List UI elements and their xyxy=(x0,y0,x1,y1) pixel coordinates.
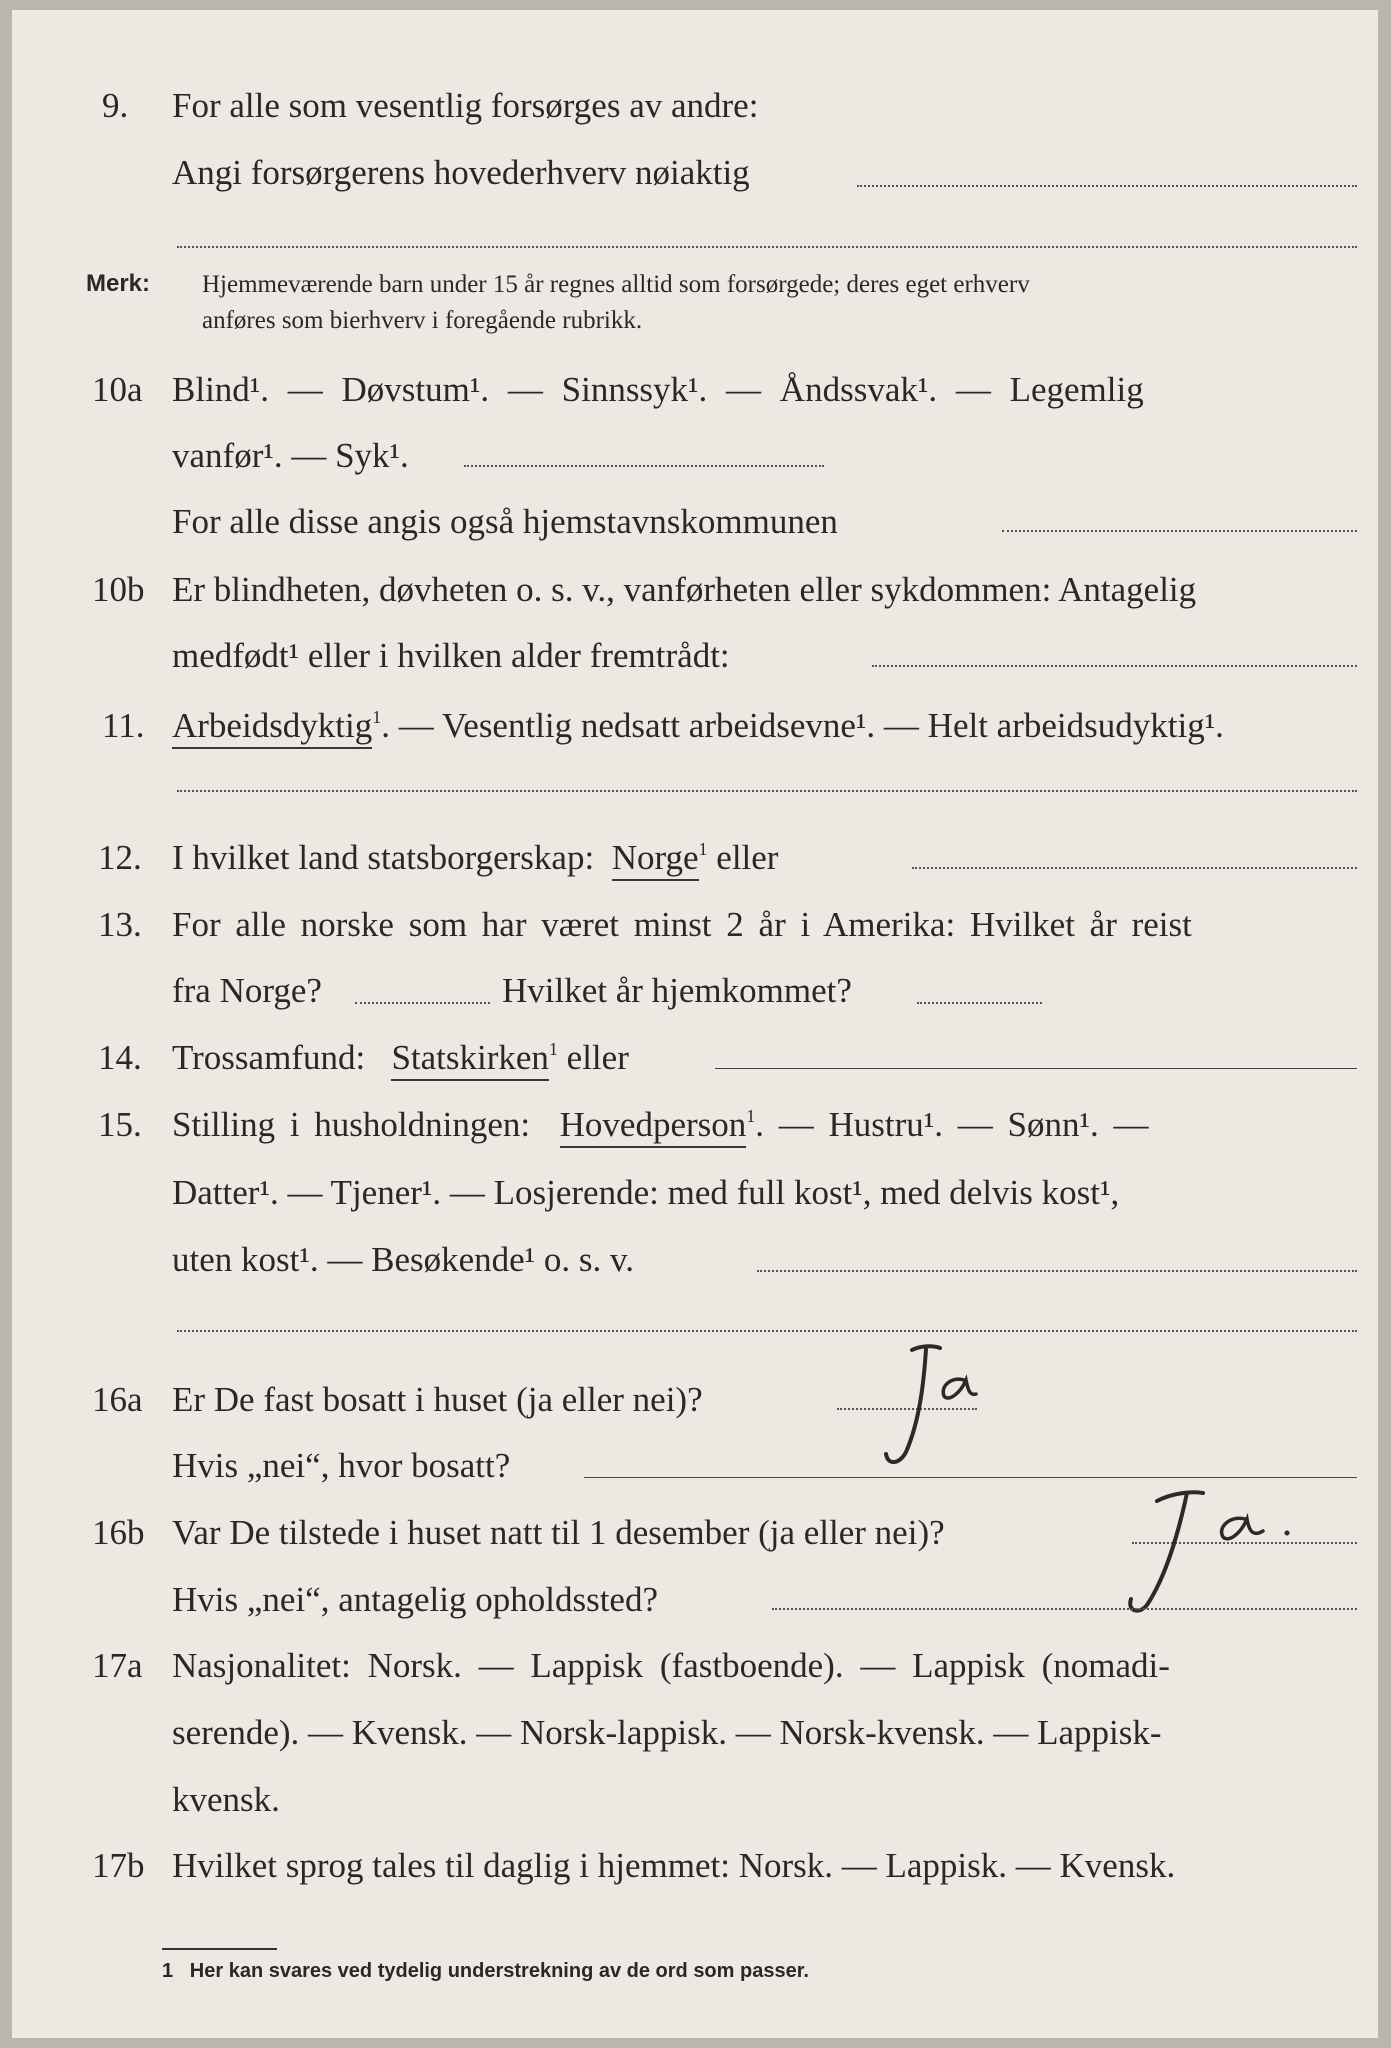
q16b-number: 16b xyxy=(92,1513,145,1552)
q16a-handwritten-answer xyxy=(852,1340,1002,1480)
q10a-hometown-prompt: For alle disse angis også hjemstavnskommunen xyxy=(172,502,838,541)
q11-number: 11. xyxy=(102,706,145,745)
merk-label: Merk: xyxy=(86,270,151,297)
q11-footnote-mark: 1 xyxy=(372,707,382,727)
q11-options xyxy=(172,708,1224,743)
q13-question: For alle norske som har været minst 2 år i Amerika: Hvilket år reist xyxy=(172,905,1192,944)
q14-eller: eller xyxy=(566,1038,629,1077)
q16a-number: 16a xyxy=(92,1380,143,1419)
q17a-options-line2: serende). — Kvensk. — Norsk-lappisk. — Norsk-kvensk. — Lappisk- xyxy=(172,1713,1162,1752)
q16a-followup: Hvis „nei“, hvor bosatt? xyxy=(172,1446,511,1485)
q13-number: 13. xyxy=(98,905,142,944)
q17b-number: 17b xyxy=(92,1846,145,1885)
footnote-text: Her kan svares ved tydelig understrekning av de ord som passer. xyxy=(189,1960,809,1982)
q16b-followup-line[interactable] xyxy=(772,1608,1357,1610)
q12-question xyxy=(172,840,778,875)
q16a-answer-text: Ja xyxy=(944,1400,945,1401)
q9-answer-line[interactable] xyxy=(857,185,1357,187)
q15-options-line2: Datter¹. — Tjener¹. — Losjerende: med full kost¹, med delvis kost¹, xyxy=(172,1173,1120,1212)
q15-answer-line[interactable] xyxy=(757,1270,1357,1272)
q17a-number: 17a xyxy=(92,1646,143,1685)
q12-number: 12. xyxy=(98,838,142,877)
q10a-options-line2: vanfør¹. — Syk¹. xyxy=(172,436,409,475)
q14-answer-line[interactable] xyxy=(715,1068,1357,1069)
merk-text: Hjemmeværende barn under 15 år regnes alltid som forsørgede; deres eget erhverv xyxy=(202,271,1030,298)
q10a-answer-line[interactable] xyxy=(464,465,824,467)
q16b-handwritten-answer xyxy=(1117,1475,1317,1625)
q10b-question: Er blindheten, døvheten o. s. v., vanførheten eller sykdommen: Antagelig xyxy=(172,570,1197,609)
q12-eller: eller xyxy=(716,838,779,877)
q13-return-line[interactable] xyxy=(917,1002,1042,1004)
q14-number: 14. xyxy=(98,1038,142,1077)
q11-other-options: . — Vesentlig nedsatt arbeidsevne¹. — Helt arbeidsudyktig¹. xyxy=(381,706,1224,745)
q10a-hometown-line[interactable] xyxy=(1002,530,1357,532)
q10b-number: 10b xyxy=(92,570,145,609)
q15-prompt: Stilling i husholdningen: xyxy=(172,1105,531,1144)
q17a-options-line3: kvensk. xyxy=(172,1780,280,1819)
q11-answer-line[interactable] xyxy=(177,790,1357,792)
q13-departure-line[interactable] xyxy=(355,1002,490,1004)
q14-question xyxy=(172,1040,629,1075)
q16a-question: Er De fast bosatt i huset (ja eller nei)? xyxy=(172,1380,703,1419)
footnote xyxy=(162,1960,809,1983)
q16b-followup: Hvis „nei“, antagelig opholdssted? xyxy=(172,1580,658,1619)
census-form-page xyxy=(12,10,1378,2038)
q16b-question: Var De tilstede i huset natt til 1 desember (ja eller nei)? xyxy=(172,1513,945,1552)
q9-answer-line-2[interactable] xyxy=(177,246,1357,248)
q15-options-line3: uten kost¹. — Besøkende¹ o. s. v. xyxy=(172,1240,635,1279)
q12-underlined-option[interactable]: Norge xyxy=(612,838,699,881)
footnote-mark: 1 xyxy=(162,1960,174,1982)
q12-answer-line[interactable] xyxy=(912,867,1357,869)
q15-footnote-mark: 1 xyxy=(746,1106,756,1126)
q9-question-line2: Angi forsørgerens hovederhverv nøiaktig xyxy=(172,153,750,192)
q13-return-prompt: Hvilket år hjemkommet? xyxy=(502,971,852,1010)
q10a-options: Blind¹. — Døvstum¹. — Sinnssyk¹. — Åndssvak¹. — Legemlig xyxy=(172,370,1144,409)
q13-departure-prompt: fra Norge? xyxy=(172,971,322,1010)
q10b-answer-line[interactable] xyxy=(872,665,1357,667)
q10b-question-line2: medfødt¹ eller i hvilken alder fremtrådt: xyxy=(172,636,730,675)
q9-question: For alle som vesentlig forsørges av andre: xyxy=(172,86,759,125)
q11-underlined-option[interactable]: Arbeidsdyktig xyxy=(172,706,372,749)
q10a-number: 10a xyxy=(92,370,143,409)
q15-underlined-option[interactable]: Hovedperson xyxy=(560,1105,747,1148)
q12-footnote-mark: 1 xyxy=(698,839,708,859)
q17a-options: Nasjonalitet: Norsk. — Lappisk (fastboende). — Lappisk (nomadi- xyxy=(172,1646,1170,1685)
q15-answer-line-2[interactable] xyxy=(177,1330,1357,1332)
q14-footnote-mark: 1 xyxy=(548,1039,558,1059)
footnote-divider xyxy=(162,1948,277,1950)
q15-question xyxy=(172,1107,1149,1142)
q14-prompt: Trossamfund: xyxy=(172,1038,366,1077)
q15-number: 15. xyxy=(98,1105,142,1144)
q15-other-options: . — Hustru¹. — Sønn¹. — xyxy=(755,1105,1149,1144)
q12-prompt: I hvilket land statsborgerskap: xyxy=(172,838,595,877)
q14-underlined-option[interactable]: Statskirken xyxy=(391,1038,548,1081)
q17b-options: Hvilket sprog tales til daglig i hjemmet: Norsk. — Lappisk. — Kvensk. xyxy=(172,1846,1176,1885)
q9-number: 9. xyxy=(102,86,129,125)
merk-text-line2: anføres som bierhverv i foregående rubrikk. xyxy=(202,307,643,334)
